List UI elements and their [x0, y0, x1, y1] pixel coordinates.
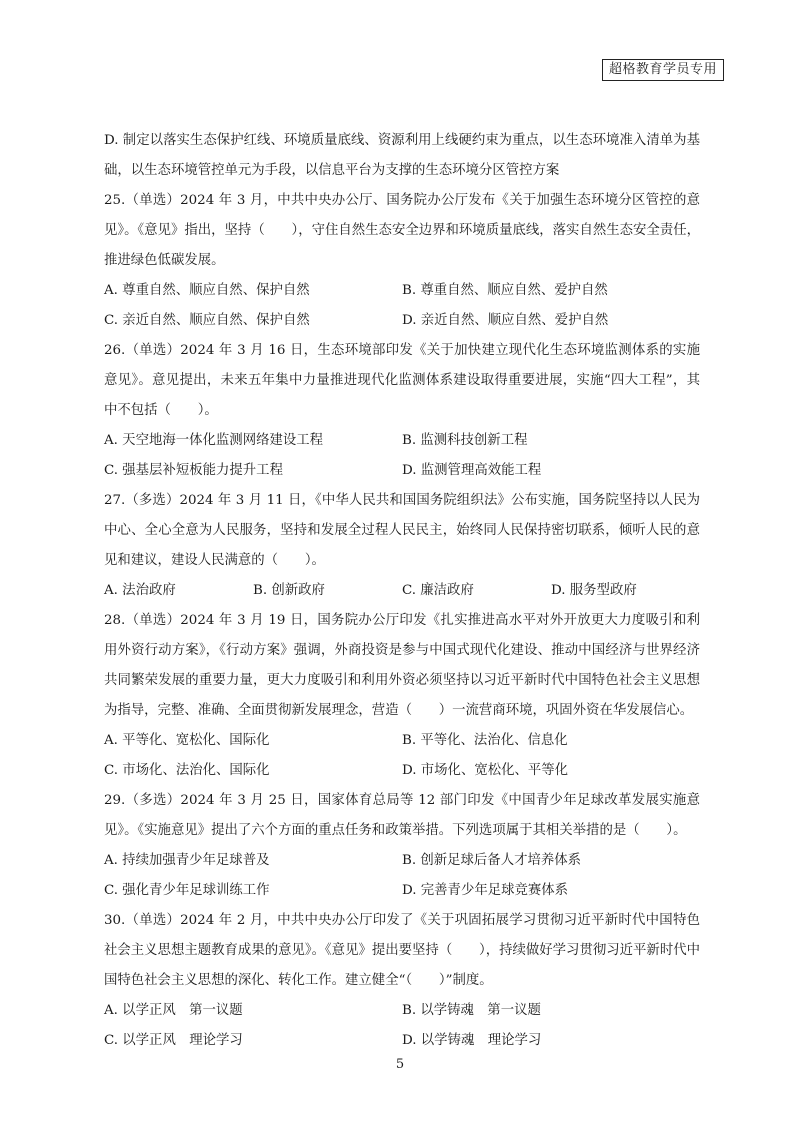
question-block	[104, 186, 700, 336]
option-c: C. 强化青少年足球训练工作	[104, 883, 270, 898]
option-b: B. 创新政府	[253, 583, 325, 598]
option-a: A. 尊重自然、顺应自然、保护自然	[104, 283, 310, 298]
page-content	[104, 126, 700, 1056]
question-stem: 29.（多选）2024 年 3 月 25 日，国家体育总局等 12 部门印发《中国青少年足球改革发展实施意见》。《实施意见》提出了六个方面的重点任务和政策举措。下列选项属于其相关举措的是（ ）。	[104, 793, 700, 838]
option-c: C. 以学正风 理论学习	[104, 1033, 243, 1048]
options-list	[104, 576, 700, 606]
options-list	[104, 996, 700, 1056]
question-block	[104, 336, 700, 486]
option-d: D. 服务型政府	[551, 583, 637, 598]
option-b: B. 创新足球后备人才培养体系	[402, 853, 582, 868]
option-c: C. 亲近自然、顺应自然、保护自然	[104, 313, 310, 328]
question-block	[104, 486, 700, 606]
question-stem: 28.（单选）2024 年 3 月 19 日，国务院办公厅印发《扎实推进高水平对外开放更大力度吸引和利用外资行动方案》，《行动方案》强调，外商投资是参与中国式现代化建设、推动中国经济与世界经济共同繁荣发展的重要力量，更大力度吸引和利用外资必须坚持以习近平新时代中国特色社会主义思想为指导，完整、准确、全面贯彻新发展理念，营造（ ）一流营商环境，巩固外资在华发展信心。	[104, 613, 700, 718]
question-stem: 25.（单选）2024 年 3 月，中共中央办公厅、国务院办公厅发布《关于加强生态环境分区管控的意见》。《意见》指出，坚持（ ），守住自然生态安全边界和环境质量底线，落实自然生态安全责任，推进绿色低碳发展。	[104, 193, 700, 268]
question-stem: 27.（多选）2024 年 3 月 11 日，《中华人民共和国国务院组织法》公布实施，国务院坚持以人民为中心、全心全意为人民服务，坚持和发展全过程人民民主，始终同人民保持密切联系，倾听人民的意见和建议，建设人民满意的（ ）。	[104, 493, 700, 568]
option-a: A. 以学正风 第一议题	[104, 1003, 243, 1018]
option-a: A. 平等化、宽松化、国际化	[104, 733, 270, 748]
option-d: D. 市场化、宽松化、平等化	[402, 763, 569, 778]
option-b: B. 平等化、法治化、信息化	[402, 733, 568, 748]
option-a: A. 法治政府	[104, 583, 176, 598]
option-c: C. 市场化、法治化、国际化	[104, 763, 270, 778]
option-c: C. 廉洁政府	[402, 583, 474, 598]
options-list	[104, 276, 700, 336]
option-a: A. 天空地海一体化监测网络建设工程	[104, 433, 324, 448]
question-stem: 26.（单选）2024 年 3 月 16 日，生态环境部印发《关于加快建立现代化生态环境监测体系的实施意见》。意见提出，未来五年集中力量推进现代化监测体系建设取得重要进展，实施“四大工程”，其中不包括（ ）。	[104, 343, 700, 418]
carryover-option-text: D. 制定以落实生态保护红线、环境质量底线、资源利用上线硬约束为重点，以生态环境准入清单为基础，以生态环境管控单元为手段，以信息平台为支撑的生态环境分区管控方案	[104, 133, 700, 178]
option-a: A. 持续加强青少年足球普及	[104, 853, 270, 868]
option-d: D. 亲近自然、顺应自然、爱护自然	[402, 313, 609, 328]
question-stem: 30.（单选）2024 年 2 月，中共中央办公厅印发了《关于巩固拓展学习贯彻习近平新时代中国特色社会主义思想主题教育成果的意见》。《意见》提出要坚持（ ），持续做好学习贯彻习近平新时代中国特色社会主义思想的深化、转化工作。建立健全“（ ）”制度。	[104, 913, 700, 988]
option-d: D. 以学铸魂 理论学习	[402, 1033, 542, 1048]
option-d: D. 完善青少年足球竞赛体系	[402, 883, 569, 898]
options-list	[104, 726, 700, 786]
option-b: B. 监测科技创新工程	[402, 433, 528, 448]
option-b: B. 以学铸魂 第一议题	[402, 1003, 541, 1018]
question-block	[104, 786, 700, 906]
options-list	[104, 426, 700, 486]
option-c: C. 强基层补短板能力提升工程	[104, 463, 283, 478]
question-block	[104, 606, 700, 786]
option-b: B. 尊重自然、顺应自然、爱护自然	[402, 283, 608, 298]
question-block	[104, 906, 700, 1056]
options-list	[104, 846, 700, 906]
header-badge: 超格教育学员专用	[602, 59, 724, 81]
page-number: 5	[395, 1057, 405, 1072]
option-d: D. 监测管理高效能工程	[402, 463, 542, 478]
